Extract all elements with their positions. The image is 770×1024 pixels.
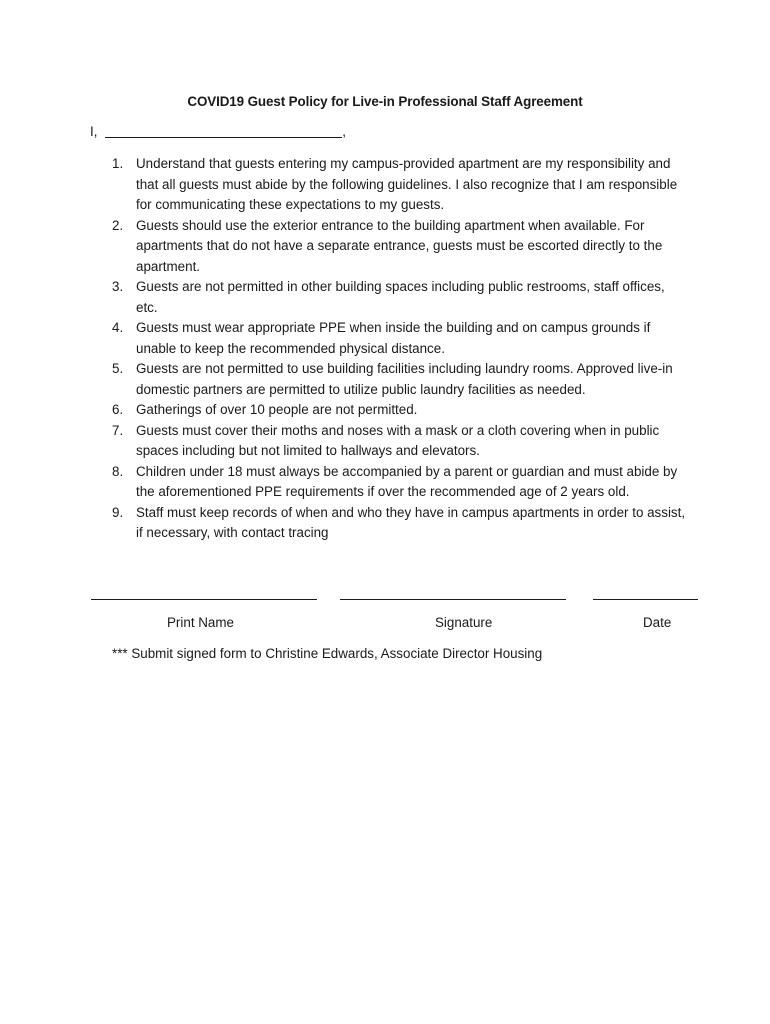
- signature-lines: [0, 599, 770, 601]
- list-item-number: 5.: [112, 361, 124, 376]
- signature-line: [340, 599, 566, 600]
- list-item-number: 2.: [112, 217, 124, 233]
- document-title: COVID19 Guest Policy for Live-in Professional Staff Agreement: [187, 94, 583, 109]
- list-item-number: 4.: [112, 320, 124, 335]
- list-item: [108, 421, 688, 462]
- list-item: [108, 359, 688, 400]
- list-item-number: 7.: [112, 422, 124, 438]
- list-item-text: Guests must cover their moths and noses with a mask or a cloth covering when in public spaces including but not limited to hallways and elevators.: [136, 422, 660, 458]
- list-item: [108, 154, 688, 216]
- list-item-number: 6.: [112, 402, 124, 417]
- name-line: [90, 124, 346, 139]
- signature-label: Signature: [435, 615, 493, 630]
- list-item-number: 8.: [112, 463, 124, 479]
- list-item-text: Guests are not permitted in other building spaces including public restrooms, staff offices, etc.: [136, 279, 665, 315]
- list-item-number: 1.: [112, 156, 124, 171]
- list-item-text: Guests must wear appropriate PPE when inside the building and on campus grounds if unable to keep the recommended physical distance.: [136, 320, 651, 356]
- date-label: Date: [643, 615, 672, 630]
- list-item-text: Gatherings of over 10 people are not permitted.: [136, 402, 418, 417]
- list-item-number: 3.: [112, 279, 124, 294]
- list-item-text: Guests are not permitted to use building facilities including laundry rooms. Approved live-in domestic partners are permitted to utilize public laundry facilities as needed.: [136, 361, 673, 397]
- print-name-label: Print Name: [167, 615, 234, 630]
- policy-list: [108, 154, 688, 544]
- name-suffix: ,: [342, 124, 346, 139]
- list-item-number: 9.: [112, 504, 124, 520]
- list-item-text: Understand that guests entering my campus-provided apartment are my responsibility and that all guests must abide by the following guidelines. I also recognize that I am responsible for communicating these expectations to my guests.: [136, 156, 678, 212]
- list-item: [108, 503, 688, 544]
- date-line: [593, 599, 698, 600]
- name-prefix: I,: [90, 124, 98, 139]
- submit-note: *** Submit signed form to Christine Edwards, Associate Director Housing: [112, 646, 543, 661]
- list-item-text: Children under 18 must always be accompanied by a parent or guardian and must abide by the aforementioned PPE requirements if over the recommended age of 2 years old.: [136, 463, 678, 499]
- list-item-text: Guests should use the exterior entrance to the building apartment when available. For apartments that do not have a separate entrance, guests must be escorted directly to the apartment.: [136, 217, 663, 274]
- list-item-text: Staff must keep records of when and who they have in campus apartments in order to assist, if necessary, with contact tracing: [136, 504, 686, 540]
- list-item: [108, 462, 688, 503]
- print-name-line: [91, 599, 317, 600]
- list-item: [108, 318, 688, 359]
- name-blank-line: [105, 124, 342, 138]
- list-item: [108, 216, 688, 278]
- list-item: [108, 400, 688, 421]
- list-item: [108, 277, 688, 318]
